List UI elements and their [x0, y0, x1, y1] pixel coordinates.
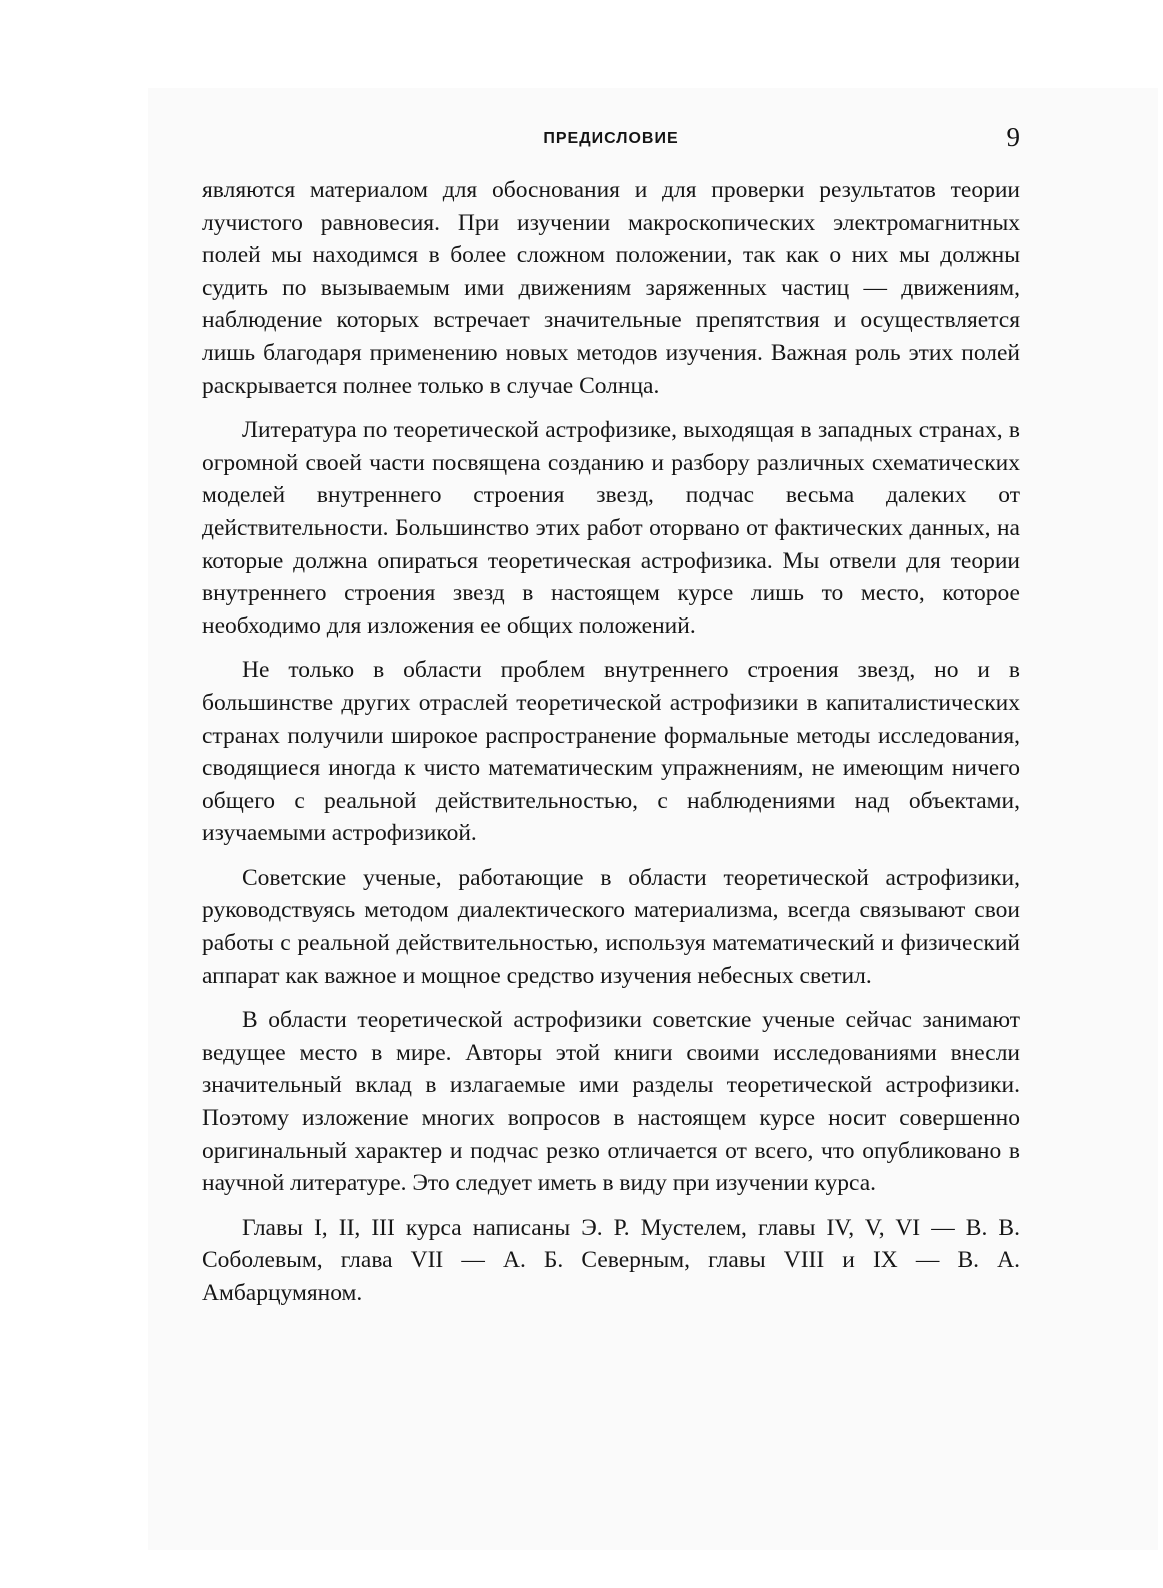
page-header: [202, 122, 1020, 158]
paragraph: Советские ученые, работающие в области теоретической астрофизики, руководствуясь методом диалектического материализма, всегда связывают свои работы с реальной действительностью, используя математический и физический аппарат как важное и мощное средство изучения небесных светил.: [202, 864, 1020, 989]
page-number: 9: [1006, 122, 1020, 152]
paragraph: Литература по теоретической астрофизике, выходящая в западных странах, в огромной своей части посвящена созданию и разбору различных схематических моделей внутреннего строения звезд, подчас весьма далеких от действительности. Большинство этих работ оторвано от фактических данных, на которые должна опираться теоретическая астрофизика. Мы отвели для теории внутреннего строения звезд в настоящем курсе лишь то место, которое необходимо для изложения ее общих положений.: [202, 417, 1020, 639]
paragraph: Главы I, II, III курса написаны Э. Р. Мустелем, главы IV, V, VI — В. В. Соболевым, глава VII — А. Б. Северным, главы VIII и IX — В. А. Амбарцумяном.: [202, 1214, 1020, 1306]
paragraph: являются материалом для обоснования и для проверки результатов теории лучистого равновесия. При изучении макроскопических электромагнитных полей мы находимся в более сложном положении, так как о них мы должны судить по вызываемым ими движениям заряженных частиц — движениям, наблюдение которых встречает значительные препятствия и осуществляется лишь благодаря применению новых методов изучения. Важная роль этих полей раскрывается полнее только в случае Солнца.: [202, 177, 1020, 399]
running-title: ПРЕДИСЛОВИЕ: [543, 130, 679, 147]
body-text: [202, 174, 1020, 1310]
paragraph: В области теоретической астрофизики советские ученые сейчас занимают ведущее место в мире. Авторы этой книги своими исследованиями внесли значительный вклад в излагаемые ими разделы теоретической астрофизики. Поэтому изложение многих вопросов в настоящем курсе носит совершенно оригинальный характер и подчас резко отличается от всего, что опубликовано в научной литературе. Это следует иметь в виду при изучении курса.: [202, 1007, 1020, 1197]
paragraph: Не только в области проблем внутреннего строения звезд, но и в большинстве других отраслей теоретической астрофизики в капиталистических странах получили широкое распространение формальные методы исследования, сводящиеся иногда к чисто математическим упражнениям, не имеющим ничего общего с реальной действительностью, с наблюдениями над объектами, изучаемыми астрофизикой.: [202, 657, 1020, 847]
